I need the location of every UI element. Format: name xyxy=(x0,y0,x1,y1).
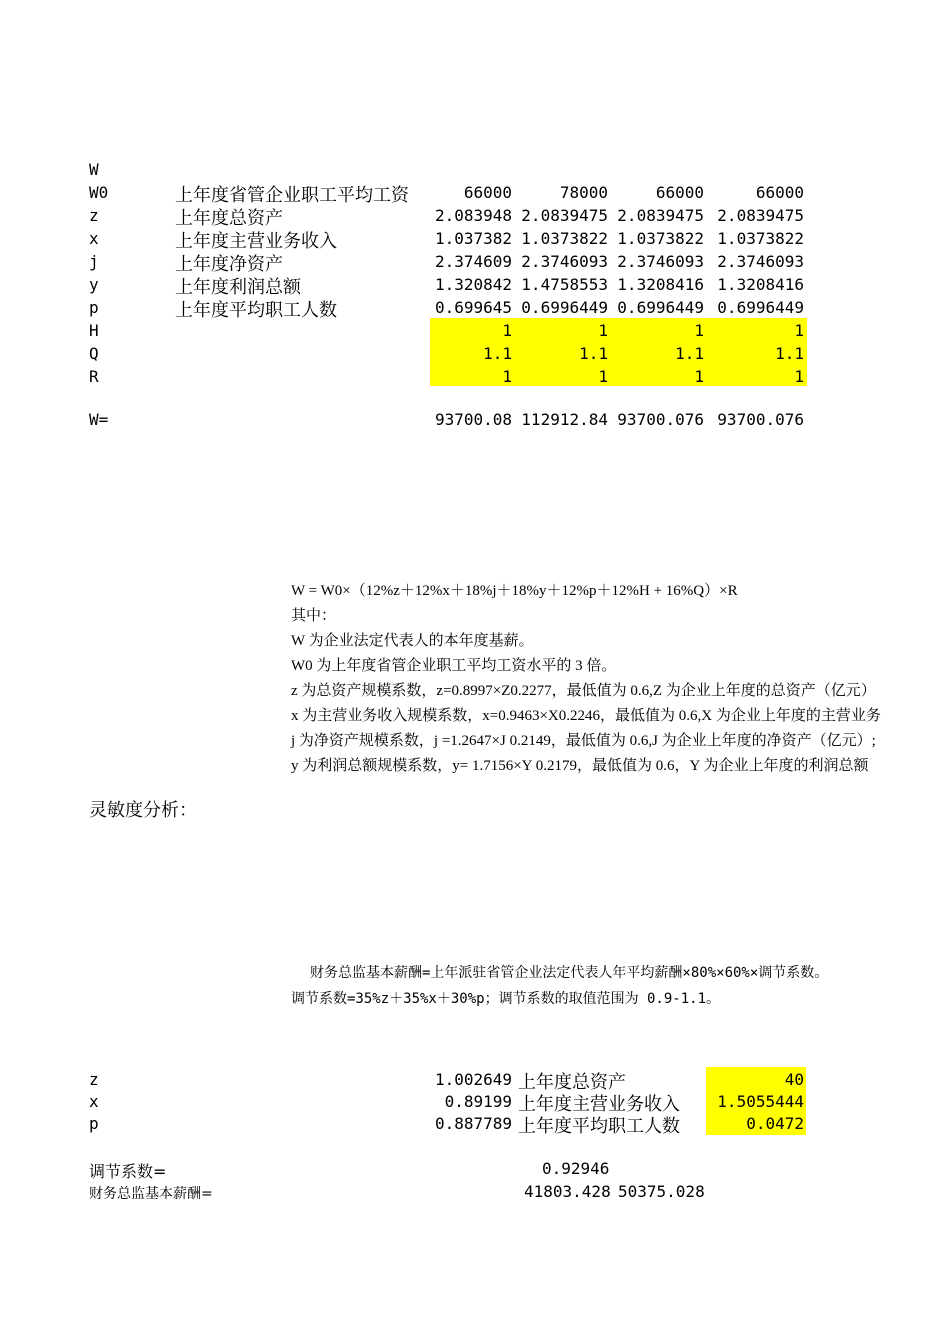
table-cell: 1.1 xyxy=(483,344,512,363)
result-label: W= xyxy=(89,410,109,429)
formula-line-3: W 为企业法定代表人的本年度基薪。 xyxy=(291,633,534,649)
table-cell: 1 xyxy=(598,321,608,340)
table-cell: 1.1 xyxy=(579,344,608,363)
row-code: j xyxy=(89,252,99,271)
table-cell: 2.374609 xyxy=(434,252,512,271)
coef-row-value: 1.002649 xyxy=(434,1070,512,1089)
salary-value-2: 50375.028 xyxy=(618,1182,705,1201)
coef-row-code: z xyxy=(89,1070,99,1089)
coef-row-code: p xyxy=(89,1114,99,1133)
table-cell: 1.3208416 xyxy=(717,275,804,294)
row-code: Q xyxy=(89,344,99,363)
row-description: 上年度总资产 xyxy=(175,208,283,229)
table-cell: 0.6996449 xyxy=(617,298,704,317)
coef-row-description: 上年度主营业务收入 xyxy=(518,1094,680,1115)
table-cell: 1 xyxy=(794,321,804,340)
row-code: W0 xyxy=(89,183,109,202)
result-cell-2: 112912.84 xyxy=(521,410,608,429)
result-cell-3: 93700.076 xyxy=(617,410,704,429)
table-cell: 2.0839475 xyxy=(717,206,804,225)
row-code: z xyxy=(89,206,99,225)
coef-row-input: 0.0472 xyxy=(746,1114,804,1133)
table-cell: 1.4758553 xyxy=(521,275,608,294)
row-description: 上年度省管企业职工平均工资 xyxy=(175,185,409,206)
row-code: H xyxy=(89,321,99,340)
salary-value-1: 41803.428 xyxy=(524,1182,611,1201)
table-cell: 2.0839475 xyxy=(617,206,704,225)
table-cell: 1 xyxy=(502,367,512,386)
table-cell: 1.1 xyxy=(675,344,704,363)
row-description: 上年度净资产 xyxy=(175,254,283,275)
coef-row-description: 上年度平均职工人数 xyxy=(518,1116,680,1137)
table-cell: 2.3746093 xyxy=(521,252,608,271)
table-cell: 2.3746093 xyxy=(717,252,804,271)
table-cell: 2.3746093 xyxy=(617,252,704,271)
cfo-note-2: 调节系数=35%z＋35%x＋30%p；调节系数的取值范围为 0.9-1.1。 xyxy=(291,991,721,1007)
coef-row-code: x xyxy=(89,1092,99,1111)
table1-header-label: W xyxy=(89,160,99,179)
coef-row-value: 0.89199 xyxy=(444,1092,512,1111)
coef-row-input: 1.5055444 xyxy=(717,1092,804,1111)
table-cell: 1 xyxy=(694,367,704,386)
table-cell: 1.0373822 xyxy=(617,229,704,248)
coef-value: 0.92946 xyxy=(542,1159,610,1178)
row-code: y xyxy=(89,275,99,294)
table-cell: 78000 xyxy=(559,183,608,202)
table-cell: 1.320842 xyxy=(434,275,512,294)
table-cell: 0.6996449 xyxy=(521,298,608,317)
formula-line-4: W0 为上年度省管企业职工平均工资水平的 3 倍。 xyxy=(291,658,617,674)
table-cell: 0.699645 xyxy=(434,298,512,317)
formula-line-8: y 为利润总额规模系数，y= 1.7156×Y 0.2179，最低值为 0.6，Y 为企业上年度的利润总额 xyxy=(291,758,869,774)
table-cell: 1 xyxy=(598,367,608,386)
row-code: x xyxy=(89,229,99,248)
table-cell: 2.0839475 xyxy=(521,206,608,225)
table-cell: 66000 xyxy=(655,183,704,202)
row-code: p xyxy=(89,298,99,317)
formula-line-1: W = W0×（12%z＋12%x＋18%j＋18%y＋12%p＋12%H + 16%Q）×R xyxy=(291,583,738,599)
table-cell: 66000 xyxy=(755,183,804,202)
formula-line-2: 其中： xyxy=(291,608,337,624)
result-cell-4: 93700.076 xyxy=(717,410,804,429)
result-cell-1: 93700.08 xyxy=(434,410,512,429)
table-cell: 1.3208416 xyxy=(617,275,704,294)
coef-label: 调节系数= xyxy=(89,1162,167,1181)
formula-line-5: z 为总资产规模系数，z=0.8997×Z0.2277，最低值为 0.6,Z 为企业上年度的总资产（亿元） xyxy=(291,683,876,699)
table-cell: 1.1 xyxy=(775,344,804,363)
table-cell: 1 xyxy=(794,367,804,386)
table-cell: 1.0373822 xyxy=(717,229,804,248)
row-description: 上年度主营业务收入 xyxy=(175,231,337,252)
table-cell: 1 xyxy=(502,321,512,340)
coef-row-description: 上年度总资产 xyxy=(518,1072,626,1093)
sensitivity-title: 灵敏度分析： xyxy=(89,800,197,821)
coef-row-value: 0.887789 xyxy=(434,1114,512,1133)
coef-row-input: 40 xyxy=(784,1070,804,1089)
table-cell: 0.6996449 xyxy=(717,298,804,317)
table-cell: 2.083948 xyxy=(434,206,512,225)
table-cell: 1 xyxy=(694,321,704,340)
table-cell: 1.0373822 xyxy=(521,229,608,248)
row-code: R xyxy=(89,367,99,386)
table-cell: 66000 xyxy=(463,183,512,202)
table-cell: 1.037382 xyxy=(434,229,512,248)
salary-label: 财务总监基本薪酬= xyxy=(89,1186,213,1202)
formula-line-7: j 为净资产规模系数，j =1.2647×J 0.2149，最低值为 0.6,J 为企业上年度的净资产（亿元）; xyxy=(291,733,876,749)
row-description: 上年度平均职工人数 xyxy=(175,300,337,321)
formula-line-6: x 为主营业务收入规模系数，x=0.9463×X0.2246，最低值为 0.6,X 为企业上年度的主营业务 xyxy=(291,708,881,724)
cfo-note-1: 财务总监基本薪酬=上年派驻省管企业法定代表人年平均薪酬×80%×60%×调节系数。 xyxy=(310,965,829,981)
row-description: 上年度利润总额 xyxy=(175,277,301,298)
